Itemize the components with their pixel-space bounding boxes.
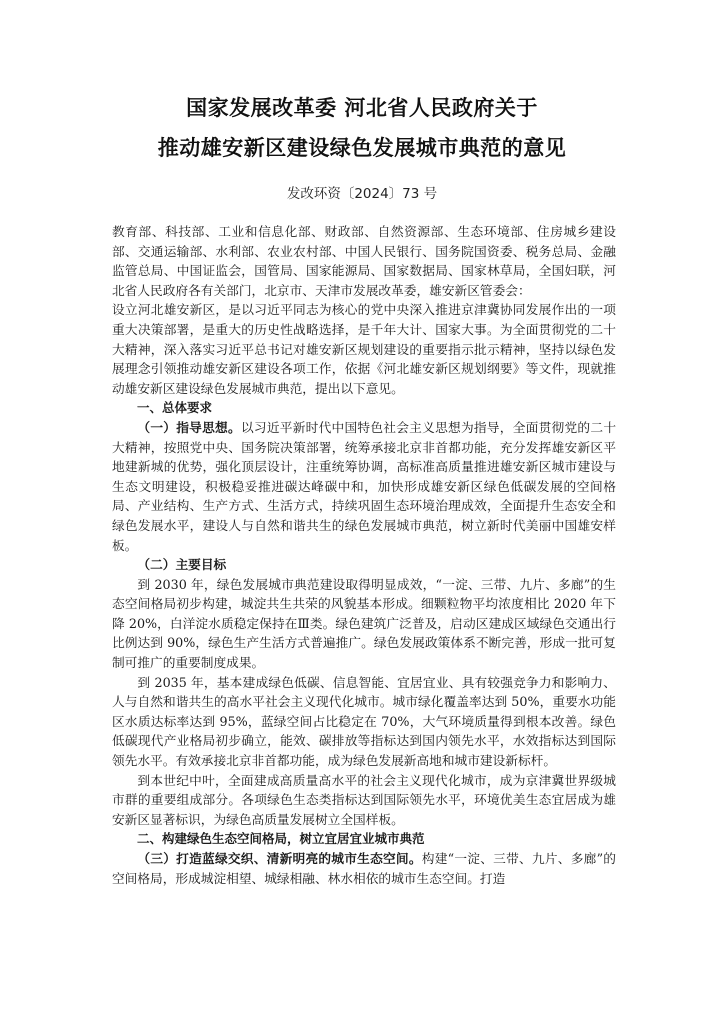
document-number: 发改环资〔2024〕73 号: [286, 186, 438, 202]
addressee-list: 教育部、科技部、工业和信息化部、财政部、自然资源部、生态环境部、住房城乡建设部、交通运输部、水利部、农业农村部、中国人民银行、国务院国资委、税务总局、金融监管总局、中国证监会，国管局、国家能源局、国家数据局、国家林草局，全国妇联，河北省人民政府各有关部门，北京市、天津市发展改革委，雄安新区管委会：: [112, 224, 616, 298]
section-heading-1: 一、总体要求: [137, 400, 213, 416]
item-text-1: 以习近平新时代中国特色社会主义思想为指导，全面贯彻党的二十大精神，按照党中央、国务院决策部署，统筹承接北京非首都功能，充分发挥雄安新区平地建新城的优势，强化顶层设计，注重统筹协调，高标准高质量推进雄安新区城市建设与生态文明建设，积极稳妥推进碳达峰碳中和，加快形成雄安新区绿色低碳发展的空间格局、产业结构、生产方式、生活方式，持续巩固生态环境治理成效，全面提升生态安全和绿色发展水平，建设人与自然和谐共生的绿色发展城市典范，树立新时代美丽中国雄安样板。: [112, 419, 617, 553]
item-label-1: （一）指导思想。: [137, 419, 241, 435]
item-label-2: （二）主要目标: [137, 557, 227, 573]
document-body: [112, 222, 616, 888]
goal-2030-paragraph: 到 2030 年，绿色发展城市典范建设取得明显成效，“一淀、三带、九片、多廊”的生态空间格局初步构建，城淀共生共荣的风貌基本形成。细颗粒物平均浓度相比 2020 年下降 20%，白洋淀水质稳定保持在Ⅲ类。绿色建筑广泛普及，启动区建成区域绿色交通出行比例达到 90%，绿色生产生活方式普遍推广。绿色发展政策体系不断完善，形成一批可复制可推广的重要制度成果。: [112, 576, 616, 671]
guiding-ideology-paragraph: [112, 418, 616, 555]
document-title-line-1: 国家发展改革委 河北省人民政府关于: [186, 96, 538, 120]
item-text-3: 构建“一淀、三带、九片、多廊”的空间格局，形成城淀相望、城绿相融、林水相依的城市生态空间。打造: [112, 851, 616, 886]
document-title-line-2: 推动雄安新区建设绿色发展城市典范的意见: [157, 136, 567, 160]
intro-paragraph: 设立河北雄安新区，是以习近平同志为核心的党中央深入推进京津冀协同发展作出的一项重大决策部署，是重大的历史性战略选择，是千年大计、国家大事。为全面贯彻党的二十大精神，深入落实习近平总书记对雄安新区规划建设的重要指示批示精神，坚持以绿色发展理念引领推动雄安新区建设各项工作，依据《河北雄安新区规划纲要》等文件，现就推动雄安新区建设绿色发展城市典范，提出以下意见。: [112, 302, 616, 396]
item-label-3: （三）打造蓝绿交织、清新明亮的城市生态空间。: [137, 851, 422, 866]
goal-century-paragraph: 到本世纪中叶，全面建成高质量高水平的社会主义现代化城市，成为京津冀世界级城市群的重要组成部分。各项绿色生态类指标达到国际领先水平，环境优美生态宜居成为雄安新区显著标识，为绿色高质量发展树立全国样板。: [112, 772, 616, 827]
goal-2035-paragraph: 到 2035 年，基本建成绿色低碳、信息智能、宜居宜业、具有较强竞争力和影响力、人与自然和谐共生的高水平社会主义现代化城市。城市绿化覆盖率达到 50%，重要水功能区水质达标率达到 95%，蓝绿空间占比稳定在 70%，大气环境质量得到根本改善。绿色低碳现代产业格局初步确立，能效、碳排放等指标达到国内领先水平，水效指标达到国际领先水平。有效承接北京非首都功能，成为绿色发展新高地和城市建设新标杆。: [112, 674, 616, 769]
section-heading-2: 二、构建绿色生态空间格局，树立宜居宜业城市典范: [137, 831, 425, 847]
ecological-space-paragraph: [112, 849, 616, 888]
